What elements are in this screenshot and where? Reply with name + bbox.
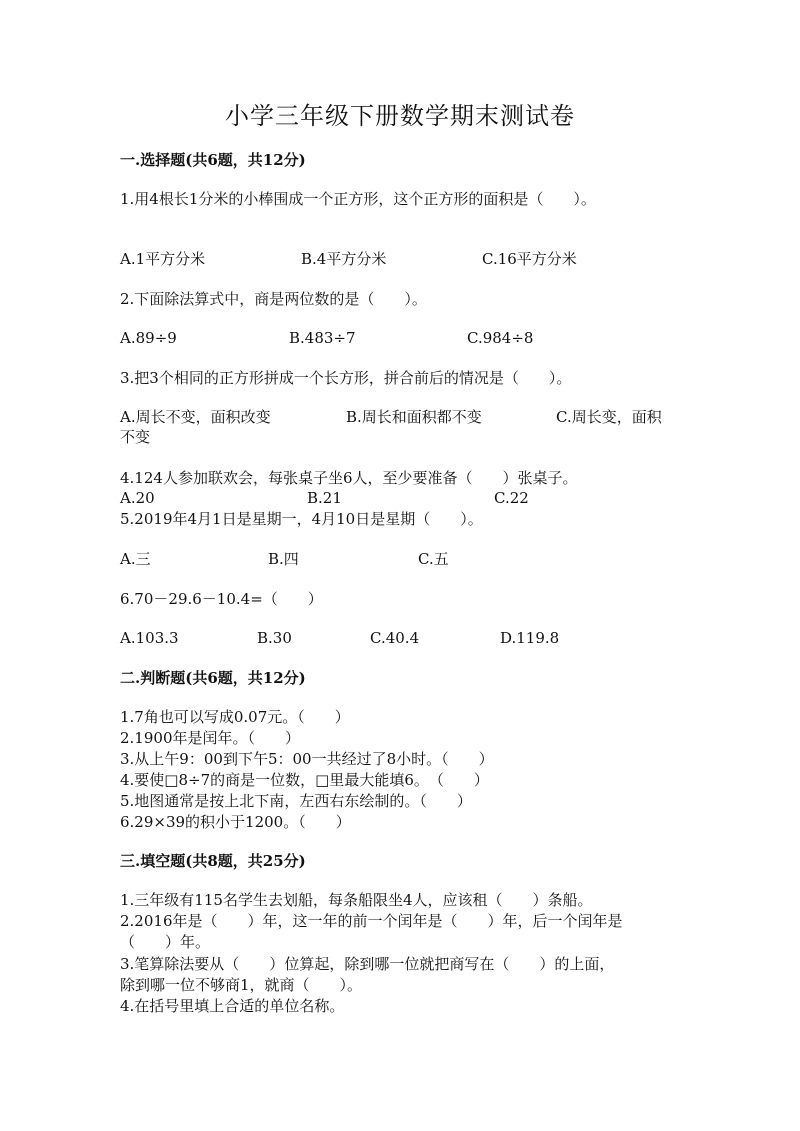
fill-in-line: 3.笔算除法要从（ ）位算起，除到哪一位就把商写在（ ）的上面， bbox=[120, 955, 615, 973]
judgement-item: 3.从上午9：00到下午5：00一共经过了8小时。（ ） bbox=[120, 750, 494, 768]
option-a: A.三 bbox=[120, 550, 151, 568]
question-text: 6.70－29.6－10.4=（ ） bbox=[120, 590, 323, 608]
option-a: A.周长不变，面积改变 bbox=[120, 408, 271, 426]
fill-in-line: 1.三年级有115名学生去划船，每条船限坐4人，应该租（ ）条船。 bbox=[120, 891, 593, 909]
section-heading-judgement: 二.判断题(共6题，共12分) bbox=[120, 669, 306, 687]
question-text: 2.下面除法算式中，商是两位数的是（ ）。 bbox=[120, 290, 427, 308]
section-heading-choice: 一.选择题(共6题，共12分) bbox=[120, 151, 306, 169]
option-a: A.1平方分米 bbox=[120, 250, 206, 268]
option-d: D.119.8 bbox=[500, 629, 560, 647]
option-b: B.周长和面积都不变 bbox=[346, 408, 482, 426]
judgement-item: 1.7角也可以写成0.07元。（ ） bbox=[120, 708, 350, 726]
option-a: A.20 bbox=[120, 489, 155, 507]
option-a: A.103.3 bbox=[120, 629, 179, 647]
fill-in-line: （ ）年。 bbox=[120, 933, 211, 951]
question-text: 4.124人参加联欢会，每张桌子坐6人，至少要准备（ ）张桌子。 bbox=[120, 469, 578, 487]
option-b: B.483÷7 bbox=[289, 329, 356, 347]
option-c: C.984÷8 bbox=[467, 329, 534, 347]
fill-in-line: 4.在括号里填上合适的单位名称。 bbox=[120, 997, 345, 1015]
judgement-item: 5.地图通常是按上北下南，左西右东绘制的。（ ） bbox=[120, 792, 472, 810]
option-c: C.周长变，面积 bbox=[556, 408, 662, 426]
option-c: C.40.4 bbox=[370, 629, 420, 647]
fill-in-line: 除到哪一位不够商1，就商（ ）。 bbox=[120, 976, 363, 994]
question-text: 5.2019年4月1日是星期一，4月10日是星期（ ）。 bbox=[120, 510, 483, 528]
option-b: B.21 bbox=[307, 489, 342, 507]
judgement-item: 2.1900年是闰年。（ ） bbox=[120, 729, 300, 747]
question-text: 3.把3个相同的正方形拼成一个长方形，拼合前后的情况是（ ）。 bbox=[120, 369, 572, 387]
option-b: B.30 bbox=[257, 629, 292, 647]
option-a: A.89÷9 bbox=[120, 329, 177, 347]
option-c-wrap: 不变 bbox=[120, 428, 151, 446]
option-b: B.4平方分米 bbox=[301, 250, 387, 268]
option-c: C.五 bbox=[418, 550, 449, 568]
option-c: C.22 bbox=[494, 489, 529, 507]
question-text: 1.用4根长1分米的小棒围成一个正方形，这个正方形的面积是（ ）。 bbox=[120, 190, 596, 208]
section-heading-fill-in: 三.填空题(共8题，共25分) bbox=[120, 852, 306, 870]
fill-in-line: 2.2016年是（ ）年，这一年的前一个闰年是（ ）年，后一个闰年是 bbox=[120, 912, 623, 930]
option-c: C.16平方分米 bbox=[482, 250, 577, 268]
judgement-item: 6.29×39的积小于1200。（ ） bbox=[120, 813, 351, 831]
option-b: B.四 bbox=[268, 550, 299, 568]
page-title: 小学三年级下册数学期末测试卷 bbox=[225, 102, 575, 130]
judgement-item: 4.要使□8÷7的商是一位数，□里最大能填6。 （ ） bbox=[120, 771, 489, 789]
